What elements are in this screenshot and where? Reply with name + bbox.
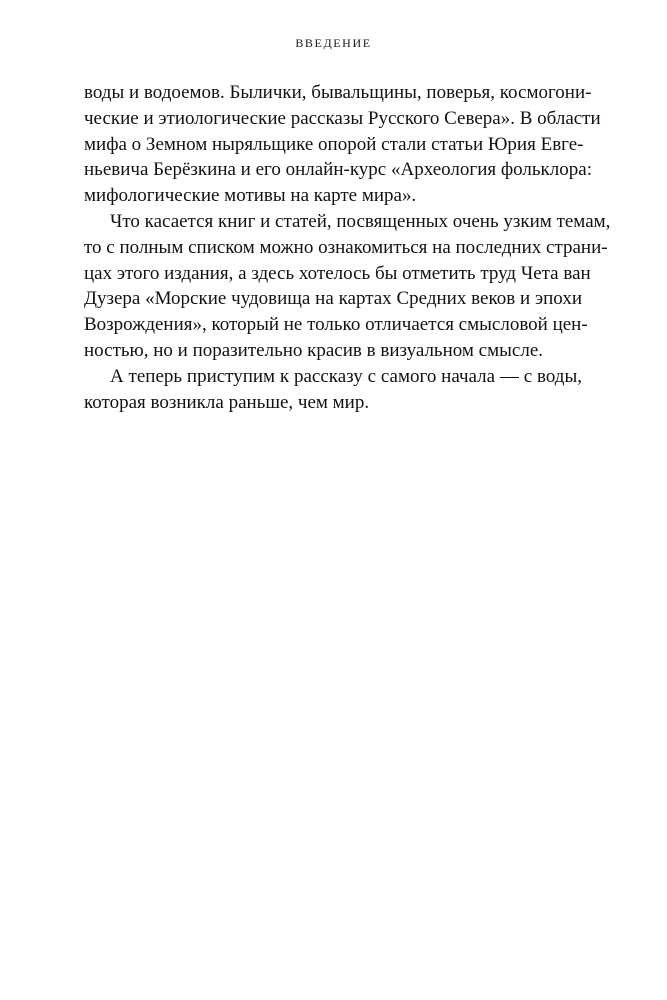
text-line: А теперь приступим к рассказу с самого начала — с воды, <box>110 365 582 387</box>
text-line: воды и водоемов. Былички, бывальщины, поверья, космогони- <box>84 82 592 103</box>
paragraph <box>84 209 611 364</box>
text-line: ностью, но и поразительно красив в визуальном смысле. <box>84 339 543 361</box>
text-line: Что касается книг и статей, посвященных очень узким темам, <box>110 210 611 232</box>
body-text <box>84 80 611 415</box>
text-line: ньевича Берёзкина и его онлайн-курс «Археология фольклора: <box>84 159 592 181</box>
text-line: Дузера «Морские чудовища на картах Средних веков и эпохи <box>84 288 582 310</box>
running-head: ВВЕДЕНИЕ <box>295 36 372 50</box>
text-line: цах этого издания, а здесь хотелось бы отметить труд Чета ван <box>84 262 591 284</box>
text-line: мифа о Земном ныряльщике опорой стали статьи Юрия Евге- <box>84 133 584 155</box>
text-line: Возрождения», который не только отличается смысловой цен- <box>84 314 588 336</box>
text-line: мифологические мотивы на карте мира». <box>84 185 417 207</box>
paragraph <box>84 364 582 416</box>
text-line: то с полным списком можно ознакомиться на последних страни- <box>84 236 608 258</box>
paragraph <box>84 80 601 209</box>
text-line: которая возникла раньше, чем мир. <box>84 391 370 413</box>
text-line: ческие и этиологические рассказы Русского Севера». В области <box>84 107 601 129</box>
